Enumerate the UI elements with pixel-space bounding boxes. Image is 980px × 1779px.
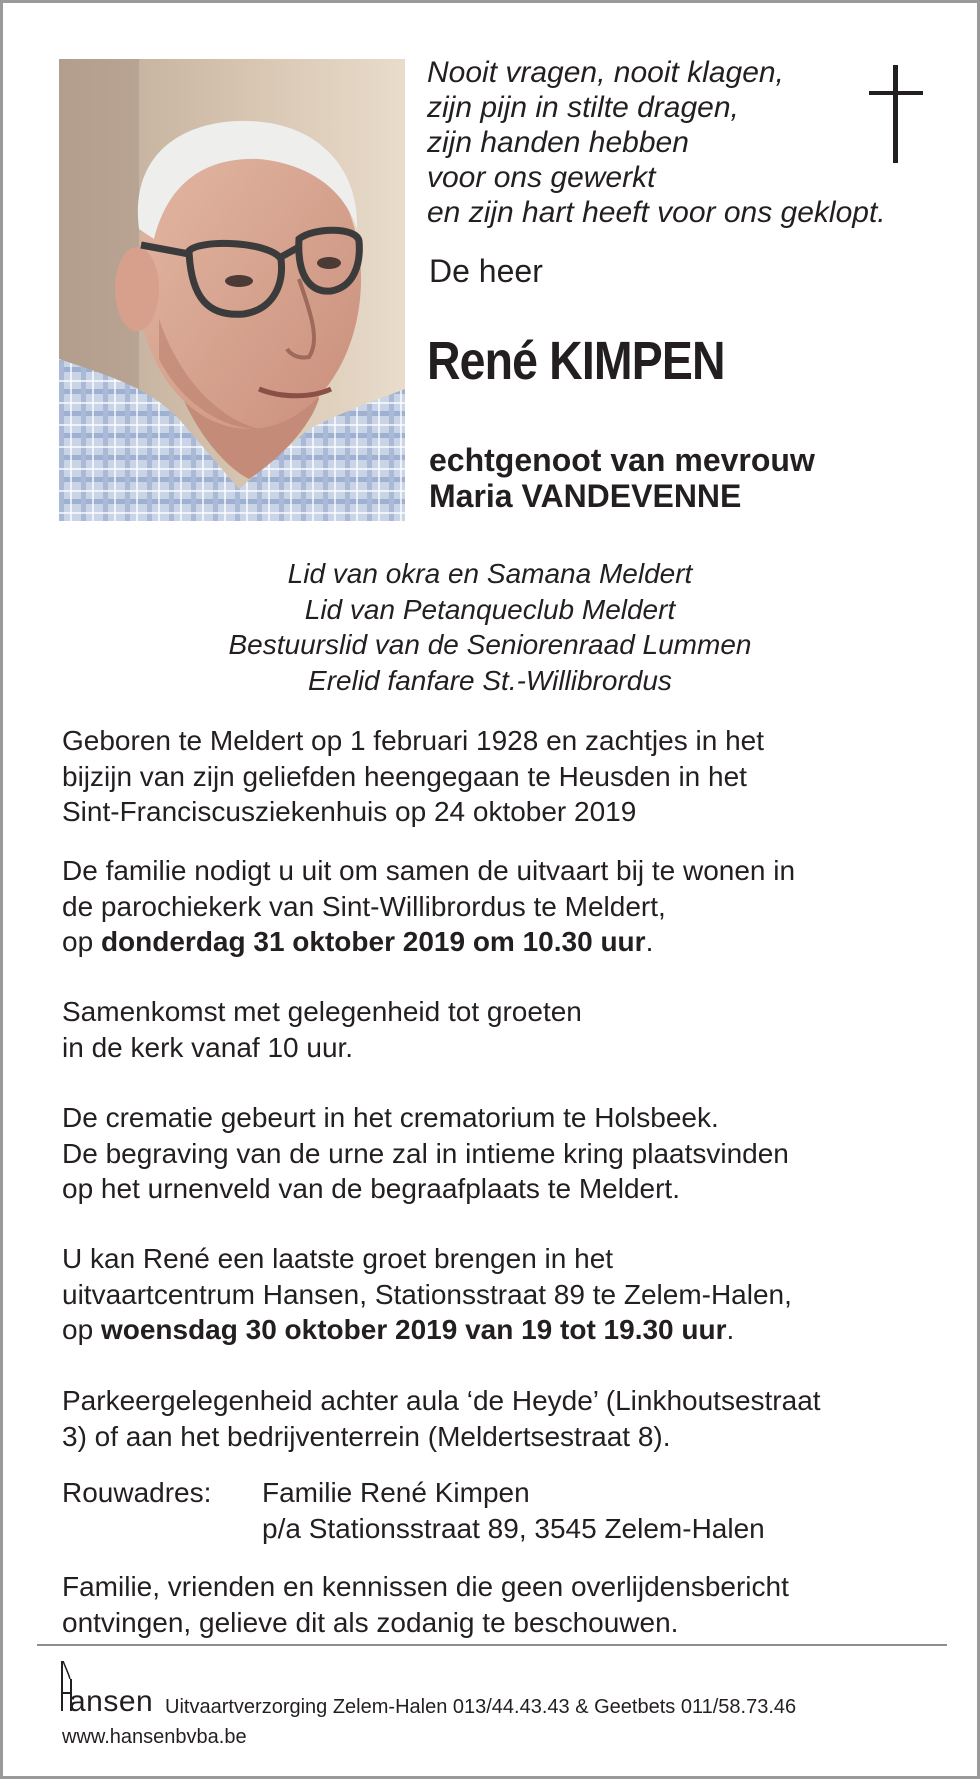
- gathering-paragraph: [62, 994, 942, 1065]
- cremation-paragraph: [62, 1100, 942, 1207]
- text-line: op het urnenveld van de begraafplaats te Meldert.: [62, 1173, 680, 1204]
- deceased-name: René KIMPEN: [427, 331, 725, 391]
- footer-website[interactable]: www.hansenbvba.be: [62, 1726, 247, 1748]
- cross-icon: [869, 65, 923, 163]
- farewell-paragraph: [62, 1241, 942, 1348]
- text-line: Familie, vrienden en kennissen die geen overlijdensbericht: [62, 1571, 789, 1602]
- date-prefix: op: [62, 926, 101, 957]
- footer-contact: Uitvaartverzorging Zelem-Halen 013/44.43.43 & Geetbets 011/58.73.46: [165, 1696, 797, 1718]
- spouse-line: echtgenoot van mevrouw: [429, 442, 815, 478]
- text-line: De begraving van de urne zal in intieme kring plaatsvinden: [62, 1137, 789, 1169]
- address-line: Familie René Kimpen: [262, 1477, 530, 1508]
- parking-paragraph: [62, 1383, 942, 1454]
- text-line: Geboren te Meldert op 1 februari 1928 en zachtjes in het: [62, 725, 764, 756]
- funeral-paragraph: [62, 853, 942, 960]
- date-suffix: .: [726, 1314, 735, 1345]
- text-line: Samenkomst met gelegenheid tot groeten: [62, 996, 582, 1027]
- text-line: in de kerk vanaf 10 uur.: [62, 1031, 354, 1063]
- text-line: 3) of aan het bedrijventerrein (Meldertsestraat 8).: [62, 1420, 671, 1452]
- text-line: De familie nodigt u uit om samen de uitvaart bij te wonen in: [62, 855, 796, 886]
- poem: [427, 55, 886, 230]
- footer-divider: [37, 1644, 947, 1646]
- text-line: ontvingen, gelieve dit als zodanig te beschouwen.: [62, 1606, 679, 1638]
- text-line: De crematie gebeurt in het crematorium te Holsbeek.: [62, 1102, 719, 1133]
- text-line: uitvaartcentrum Hansen, Stationsstraat 89 te Zelem-Halen,: [62, 1278, 792, 1310]
- funeral-date: donderdag 31 oktober 2019 om 10.30 uur: [100, 926, 646, 957]
- closing-paragraph: [62, 1569, 942, 1640]
- membership-line: Bestuurslid van de Seniorenraad Lummen: [228, 629, 752, 660]
- membership-line: Lid van Petanqueclub Meldert: [304, 593, 676, 625]
- funeral-date-line: [62, 924, 942, 960]
- obituary-page: [3, 3, 977, 1776]
- poem-line: Nooit vragen, nooit klagen,: [427, 56, 784, 89]
- poem-line: en zijn hart heeft voor ons geklopt.: [427, 196, 886, 229]
- logo-wordmark: ansen: [69, 1685, 154, 1718]
- text-line: Parkeergelegenheid achter aula ‘de Heyde’ (Linkhoutsestraat: [62, 1385, 821, 1416]
- text-line: de parochiekerk van Sint-Willibrordus te Meldert,: [62, 890, 666, 922]
- farewell-date: woensdag 30 oktober 2019 van 19 tot 19.30 uur: [100, 1314, 727, 1345]
- address-label: Rouwadres:: [62, 1477, 212, 1508]
- poem-line: zijn pijn in stilte dragen,: [427, 91, 739, 124]
- date-prefix: op: [62, 1314, 101, 1345]
- address-line: p/a Stationsstraat 89, 3545 Zelem-Halen: [262, 1512, 765, 1544]
- farewell-date-line: [62, 1312, 942, 1348]
- birth-paragraph: [62, 723, 942, 830]
- poem-line: zijn handen hebben: [427, 126, 689, 159]
- text-line: U kan René een laatste groet brengen in het: [62, 1243, 614, 1274]
- date-suffix: .: [645, 926, 654, 957]
- spouse-line: Maria VANDEVENNE: [429, 478, 742, 514]
- portrait-photo: [59, 59, 405, 521]
- poem-line: voor ons gewerkt: [427, 161, 656, 194]
- text-line: bijzijn van zijn geliefden heengegaan te Heusden in het: [62, 760, 747, 792]
- text-line: Sint-Franciscusziekenhuis op 24 oktober 2019: [62, 796, 637, 827]
- membership-line: Erelid fanfare St.-Willibrordus: [308, 664, 672, 696]
- membership-line: Lid van okra en Samana Meldert: [287, 558, 693, 589]
- spouse-info: [429, 442, 815, 514]
- address-value: [262, 1475, 765, 1546]
- honorific: De heer: [429, 253, 543, 289]
- memberships: [3, 556, 977, 698]
